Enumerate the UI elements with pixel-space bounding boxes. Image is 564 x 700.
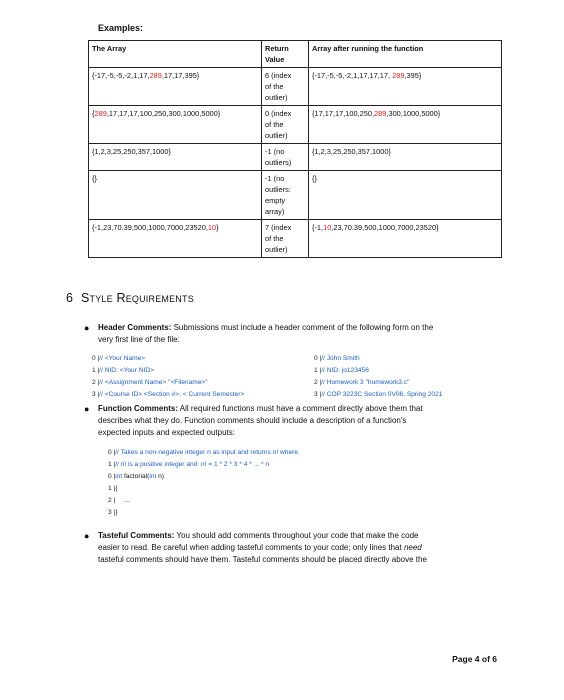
page-number-text: Page 4 of 6 [452,654,497,664]
array-text: 10 [207,223,217,232]
array-text: ,17,17,17,100,250,300,1000,5000} [106,109,221,118]
function-comment-code [108,447,298,519]
cell-array [89,144,262,171]
code-line [314,389,442,401]
return-line: outlier) [265,131,288,140]
section-title: Style Requirements [80,291,194,305]
cell-return [262,68,309,106]
return-line: outliers) [265,158,292,167]
after-text: ,23,70.39,500,1000,7000,23520} [331,223,439,232]
after-text: {17,17,17,100,250, [312,109,375,118]
code-text: // Takes a non-negative integer n as input and returns n! where [115,449,299,456]
code-line [108,483,298,495]
tasteful-comments-label: Tasteful Comments: [98,531,175,540]
code-line [108,495,298,507]
code-text: n) [156,473,164,480]
function-comments-label: Function Comments: [98,404,178,413]
tasteful-comments-text-2: easier to read. Be careful when adding tasteful comments to your code; only lines that [98,543,404,552]
cell-after [309,106,502,144]
return-line: 6 (index [265,71,292,80]
line-number: 2 | [314,379,322,386]
array-text: ,17,17,395} [161,71,200,80]
after-text: ,300,1000,5000} [386,109,441,118]
line-number: 1 | [108,485,116,492]
section-number: 6 [66,291,73,305]
code-line [108,447,298,459]
code-line [108,471,298,483]
code-text: ... [115,497,130,504]
return-line: -1 (no [265,147,285,156]
cell-return [262,220,309,258]
cell-return [262,144,309,171]
header-after: Array after running the function [309,41,502,68]
after-text: {} [312,174,317,183]
code-text: // n! is a positive integer and n! = 1 * 2 * 3 * 4 * ... * n [115,461,269,468]
cell-after [309,220,502,258]
line-number: 1 | [92,367,100,374]
return-line: empty [265,196,286,205]
line-number: 2 | [108,497,116,504]
line-number: 3 | [92,391,100,398]
line-number: 0 | [108,449,116,456]
code-line [92,389,244,401]
cell-array [89,171,262,220]
bullet-dot: ● [84,404,90,414]
cell-after [309,68,502,106]
code-text: factorial( [122,473,150,480]
code-text: // NID: <Your NID> [99,367,154,374]
function-comments-text-3: expected inputs and expected outputs: [98,428,235,437]
code-line [92,377,244,389]
examples-label: Examples: [98,23,144,33]
code-text: // <Course ID> <Section #>, < Current Semester> [99,391,245,398]
code-text: // NID: jo123456 [321,367,369,374]
line-number: 0 | [108,473,116,480]
after-text: ,395} [404,71,422,80]
after-text: 289 [374,109,387,118]
array-text: {} [92,174,97,183]
line-number: 0 | [92,355,100,362]
header-comments-bullet [84,322,498,346]
header-template-code [92,353,244,401]
header-return: Return Value [262,41,309,68]
array-text: { [92,109,95,118]
return-line: of the [265,120,284,129]
code-text: // <Assignment Name> "<Filename>" [99,379,208,386]
code-text: // John Smith [321,355,360,362]
code-line [314,365,442,377]
code-line [108,507,298,519]
array-text: } [216,223,219,232]
cell-array [89,106,262,144]
table-row [89,144,502,171]
code-line [92,353,244,365]
function-comments-text: All required functions must have a comment directly above them that [178,404,423,413]
return-line: outlier) [265,245,288,254]
examples-table [88,40,502,258]
section-heading [66,291,194,305]
header-array: The Array [89,41,262,68]
array-text: 289 [94,109,107,118]
after-text: 289 [392,71,405,80]
tasteful-comments-text-3: tasteful comments should have them. Tasteful comments should be placed directly above the [98,555,427,564]
code-text: // Homework 3 "homework3.c" [321,379,410,386]
line-number: 2 | [92,379,100,386]
header-comments-text: Submissions must include a header comment of the following form on the [171,323,434,332]
cell-array [89,220,262,258]
table-row [89,106,502,144]
after-text: 10 [323,223,332,232]
keyword: int [149,473,157,480]
return-line: 7 (index [265,223,292,232]
bullet-dot: ● [84,531,90,541]
header-comments-label: Header Comments: [98,323,172,332]
code-line [314,353,442,365]
code-line [314,377,442,389]
array-text: {-17,-5,-5,-2,1,17, [92,71,150,80]
return-line: of the [265,234,284,243]
array-text: 289 [149,71,162,80]
return-line: array) [265,207,285,216]
array-text: {1,2,3,25,250,357,1000} [92,147,171,156]
page-number [452,654,497,664]
after-text: {-1, [312,223,324,232]
code-text: { [115,485,118,492]
header-example-code [314,353,442,401]
code-text: } [115,509,118,516]
cell-array [89,68,262,106]
code-line [92,365,244,377]
cell-return [262,106,309,144]
table-row [89,171,502,220]
line-number: 1 | [108,461,116,468]
return-line: -1 (no [265,174,285,183]
cell-after [309,171,502,220]
table-row [89,68,502,106]
table-row [89,220,502,258]
after-text: {1,2,3,25,250,357,1000} [312,147,391,156]
return-line: outlier) [265,93,288,102]
line-number: 3 | [108,509,116,516]
cell-return [262,171,309,220]
keyword: int [115,473,123,480]
after-text: {-17,-5,-5,-2,1,17,17,17, [312,71,393,80]
return-line: of the [265,82,284,91]
code-line [108,459,298,471]
tasteful-need-word: need [403,543,422,552]
code-text: // COP 3223C Section 0V06, Spring 2021 [321,391,443,398]
line-number: 1 | [314,367,322,374]
line-number: 0 | [314,355,322,362]
function-comments-text-2: describes what they do. Function comments should include a description of a function's [98,416,407,425]
array-text: {-1,23,70.39,500,1000,7000,23520, [92,223,208,232]
cell-after [309,144,502,171]
return-line: 0 (index [265,109,292,118]
code-text: // <Your Name> [99,355,146,362]
tasteful-comments-bullet [84,530,502,566]
line-number: 3 | [314,391,322,398]
header-comments-text-2: very first line of the file: [98,335,180,344]
return-line: outliers: [265,185,291,194]
function-comments-bullet [84,403,498,439]
table-body [89,68,502,258]
tasteful-comments-text: You should add comments throughout your code that make the code [174,531,419,540]
bullet-dot: ● [84,323,90,333]
